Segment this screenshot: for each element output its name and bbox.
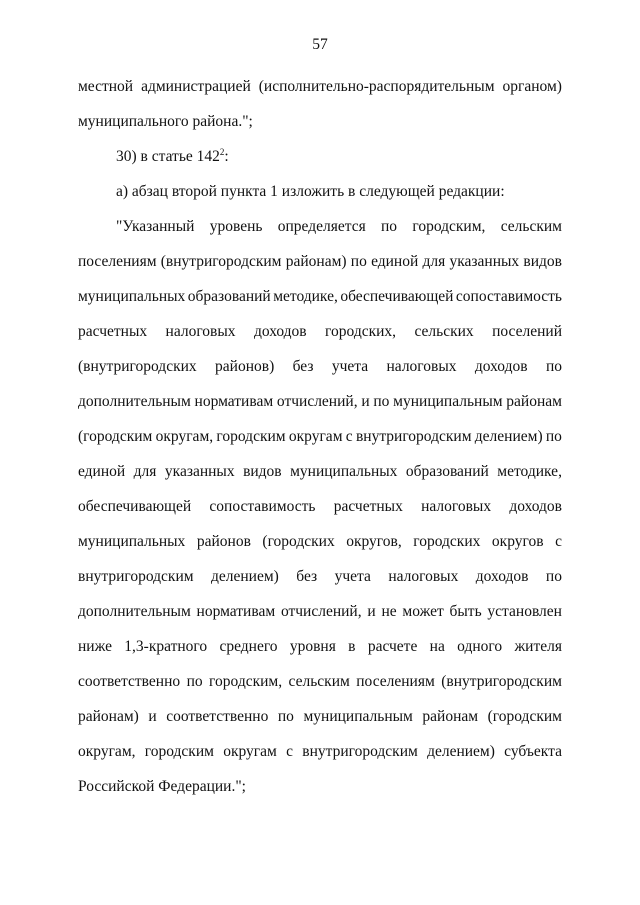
word: расчете [367, 638, 418, 655]
word: округам [288, 428, 343, 445]
word: доходов [475, 568, 529, 585]
word: сельских [414, 323, 474, 340]
word: образований [405, 463, 489, 480]
word: учета [331, 358, 369, 375]
word: делением) [211, 568, 279, 585]
word: и [148, 708, 157, 725]
word: сопоставимость [209, 498, 316, 515]
text-line [78, 463, 562, 481]
word: образований [187, 288, 271, 305]
word: доходов [509, 498, 562, 515]
word: для [422, 253, 446, 270]
word: округам [223, 743, 277, 760]
word: внутригородским [78, 568, 194, 585]
word: городских [413, 533, 481, 550]
text-line [78, 288, 562, 306]
text-line: муниципального района."; [78, 113, 253, 130]
word: единой [78, 463, 126, 480]
word: муниципальных [290, 463, 398, 480]
text-line [78, 253, 562, 271]
text-line [78, 603, 562, 621]
word: районов [196, 533, 251, 550]
word: ниже [78, 638, 112, 655]
word: нормативам [194, 393, 274, 410]
word: (исполнительно-распорядительным [258, 78, 495, 95]
text-line [78, 78, 562, 96]
word: округам, [155, 428, 214, 445]
word: налоговых [388, 568, 459, 585]
word: дополнительным [78, 393, 191, 410]
word: методике, [497, 463, 562, 480]
text-line [78, 358, 562, 376]
page-number: 57 [312, 36, 328, 53]
word: городским, [209, 673, 283, 690]
text-line [78, 638, 562, 656]
word: расчетных [333, 498, 403, 515]
word: муниципальным [303, 708, 413, 725]
text-line [78, 568, 562, 586]
word: районам [422, 708, 479, 725]
word: субъекта [504, 743, 562, 760]
word: расчетных [78, 323, 148, 340]
text-line [78, 428, 562, 446]
word: по [381, 218, 398, 235]
word: внутригородским [302, 743, 418, 760]
article-ref: 30) в статье 142 [116, 148, 220, 165]
word: по [277, 708, 294, 725]
word: налоговых [165, 323, 236, 340]
word: с [555, 533, 562, 550]
word: с [286, 743, 293, 760]
word: поселениям [78, 253, 157, 270]
word: поселений [492, 323, 562, 340]
word: доходов [253, 323, 307, 340]
word: муниципальных [78, 533, 186, 550]
word: налоговых [421, 498, 492, 515]
word: (внутригородских [78, 358, 197, 375]
text-line [116, 218, 562, 236]
word: отчислений, [280, 603, 362, 620]
word: округов [491, 533, 544, 550]
word: городским [216, 428, 286, 445]
word: по [373, 393, 390, 410]
word: городским [144, 743, 214, 760]
word: жителя [514, 638, 562, 655]
word: единой [371, 253, 419, 270]
word: районам) [78, 708, 139, 725]
word: соответственно [78, 673, 181, 690]
word: муниципальным [393, 393, 503, 410]
word: для [133, 463, 157, 480]
word: без [296, 568, 318, 585]
word: районам [506, 393, 562, 410]
word: (городским [78, 428, 153, 445]
word: на [429, 638, 445, 655]
word: определяется [277, 218, 366, 235]
word: и [361, 393, 370, 410]
word: внутригородским [355, 428, 472, 445]
word: сопоставимость [455, 288, 562, 305]
word: администрацией [141, 78, 251, 95]
word: округам, [78, 743, 136, 760]
word: "Указанный [116, 218, 195, 235]
word: 1,3-кратного [124, 638, 208, 655]
word: уровень [209, 218, 263, 235]
word: не [381, 603, 397, 620]
text-line: а) абзац второй пункта 1 изложить в следующей редакции: [116, 183, 505, 200]
text-line [78, 743, 562, 761]
word: городских, [325, 323, 397, 340]
word: учета [334, 568, 371, 585]
word: быть [449, 603, 482, 620]
word: (внутригородским [160, 253, 282, 270]
word: делением) [474, 428, 543, 445]
text-line [78, 498, 562, 516]
word: по [545, 358, 562, 375]
word: по [350, 253, 367, 270]
text-line [78, 323, 562, 341]
word: (внутригородским [441, 673, 562, 690]
word: местной [78, 78, 134, 95]
word: дополнительным [78, 603, 191, 620]
text-line [78, 533, 562, 551]
word: городским, [412, 218, 486, 235]
word: может [402, 603, 444, 620]
word: указанных [164, 463, 235, 480]
word: округов, [346, 533, 402, 550]
word: среднего [219, 638, 278, 655]
word: без [292, 358, 314, 375]
text-line [78, 673, 562, 691]
word: уровня [289, 638, 336, 655]
word: доходов [474, 358, 528, 375]
text-line: 30) в статье $142^2$: [116, 147, 229, 165]
word: делением) [427, 743, 495, 760]
word: (городских [262, 533, 335, 550]
word: соответственно [166, 708, 269, 725]
word: видов [523, 253, 562, 270]
word: и [367, 603, 376, 620]
word: обеспечивающей [340, 288, 454, 305]
text-line [78, 708, 562, 726]
word: по [545, 568, 562, 585]
word: нормативам [196, 603, 276, 620]
word: в [348, 638, 356, 655]
word: по [545, 428, 562, 445]
article-superscript: 2 [219, 147, 225, 157]
word: видов [243, 463, 282, 480]
word: методике, [273, 288, 338, 305]
word: по [186, 673, 203, 690]
word: (городским [487, 708, 562, 725]
word: районов) [215, 358, 275, 375]
word: установлен [487, 603, 562, 620]
word: муниципальных [78, 288, 186, 305]
word: органом) [502, 78, 562, 95]
word: налоговых [386, 358, 457, 375]
text-line [78, 393, 562, 411]
word: обеспечивающей [78, 498, 192, 515]
word: отчислений, [276, 393, 358, 410]
text-line: Российской Федерации."; [78, 778, 246, 795]
word: сельским [500, 218, 562, 235]
word: одного [457, 638, 503, 655]
word: сельским [288, 673, 350, 690]
word: поселениям [356, 673, 435, 690]
word: районам) [285, 253, 347, 270]
word: с [345, 428, 353, 445]
word: указанных [449, 253, 520, 270]
